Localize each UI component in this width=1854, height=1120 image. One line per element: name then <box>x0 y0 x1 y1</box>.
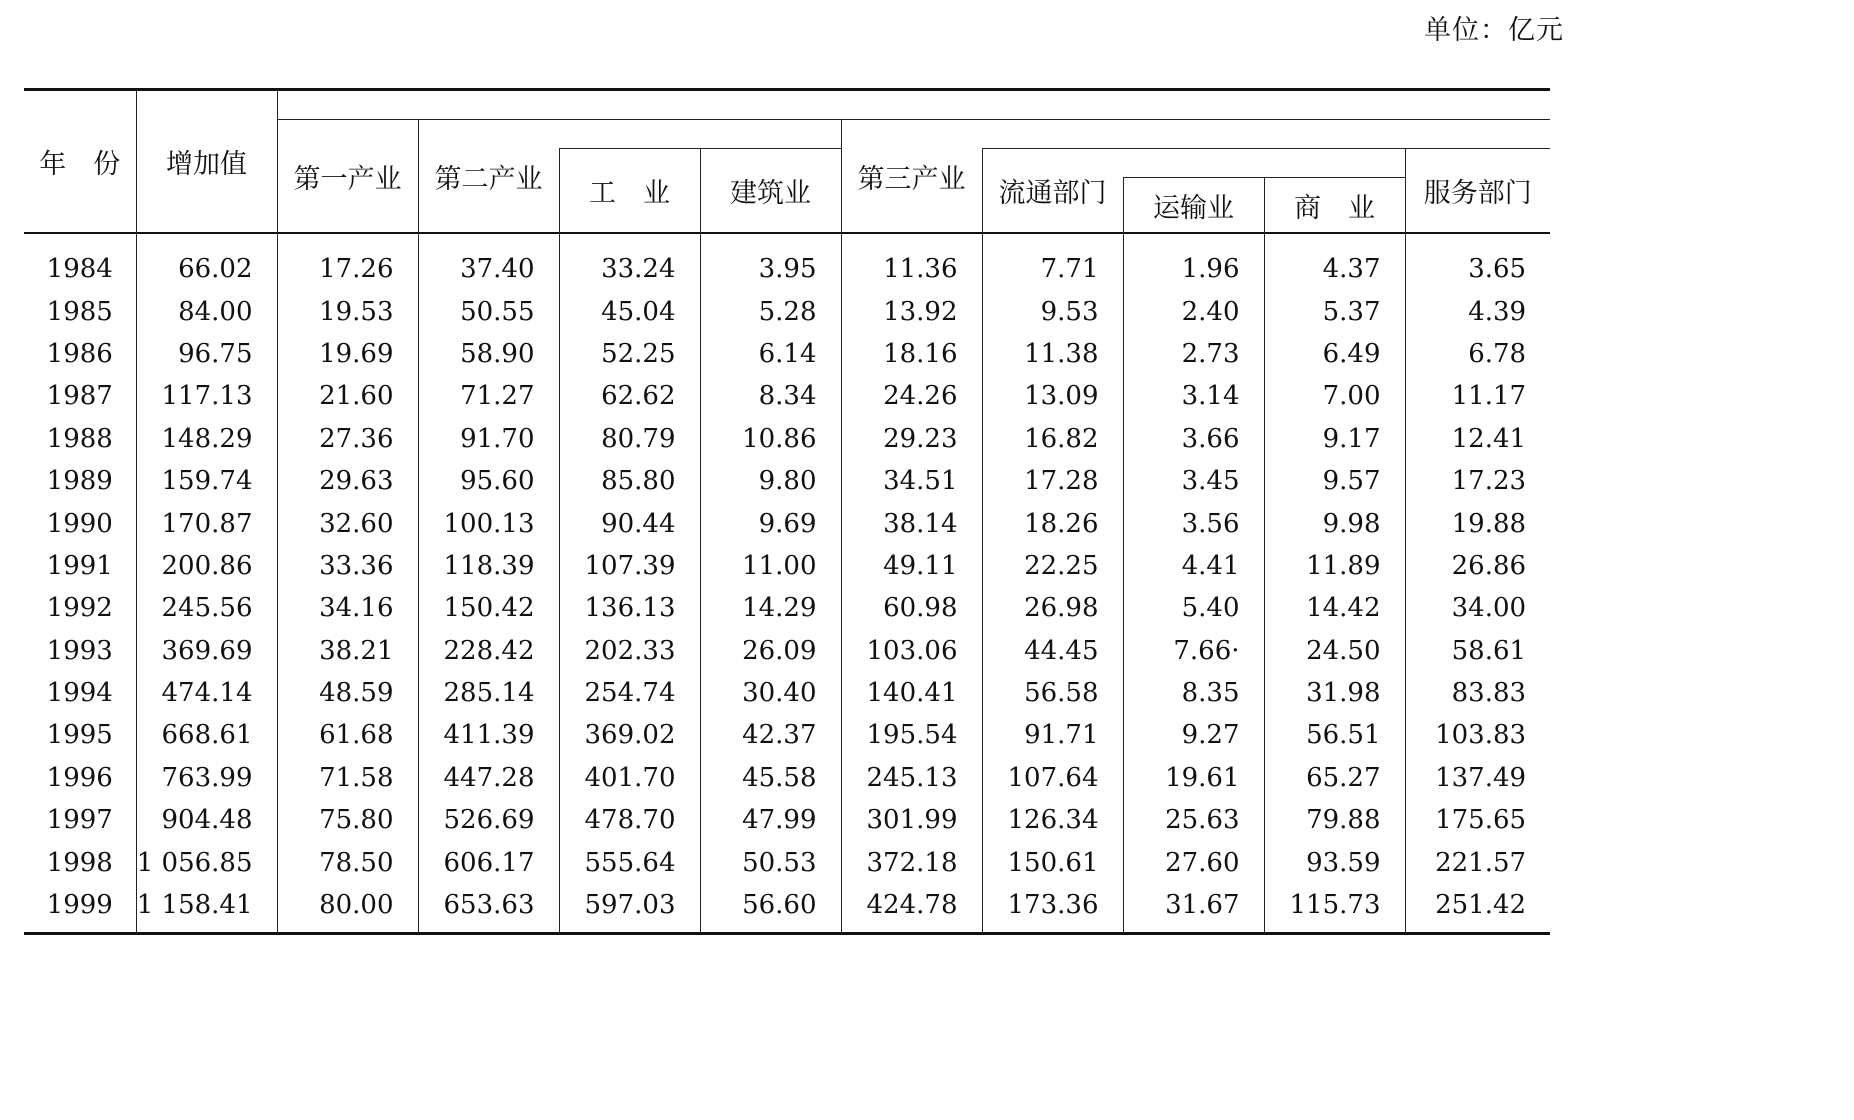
cell-tertiary: 424.78 <box>841 884 982 934</box>
cell-year: 1985 <box>46 296 113 327</box>
cell-industry: 85.80 <box>559 460 700 502</box>
cell-transport: 4.41 <box>1123 545 1264 587</box>
cell-tertiary: 24.26 <box>841 375 982 417</box>
cell-commerce: 14.42 <box>1264 587 1405 629</box>
table-body <box>24 233 1550 934</box>
cell-commerce: 4.37 <box>1264 233 1405 290</box>
cell-value-added: 170.87 <box>136 502 277 544</box>
cell-year: 1992 <box>46 593 113 624</box>
cell-transport: 7.66· <box>1123 630 1264 672</box>
cell-year: 1990 <box>46 508 113 539</box>
cell-primary: 78.50 <box>277 841 418 883</box>
cell-commerce: 93.59 <box>1264 841 1405 883</box>
header-service: 服务部门 <box>1405 149 1550 234</box>
cell-commerce: 115.73 <box>1264 884 1405 934</box>
cell-transport: 31.67 <box>1123 884 1264 934</box>
unit-label: 单位：亿元 <box>1424 15 1564 46</box>
table-row <box>24 375 1550 417</box>
cell-tertiary: 301.99 <box>841 799 982 841</box>
cell-construction: 6.14 <box>700 333 841 375</box>
cell-circulation: 44.45 <box>982 630 1123 672</box>
cell-transport: 2.40 <box>1123 290 1264 332</box>
table-row <box>24 333 1550 375</box>
cell-secondary: 653.63 <box>418 884 559 934</box>
cell-year: 1988 <box>46 423 113 454</box>
table-row <box>24 460 1550 502</box>
cell-primary: 61.68 <box>277 714 418 756</box>
cell-primary: 33.36 <box>277 545 418 587</box>
cell-commerce: 31.98 <box>1264 672 1405 714</box>
cell-value-added: 1 056.85 <box>136 841 277 883</box>
header-secondary: 第二产业 <box>418 120 559 234</box>
header-circulation-group <box>1123 149 1405 178</box>
cell-secondary: 447.28 <box>418 757 559 799</box>
cell-service: 251.42 <box>1405 884 1550 934</box>
cell-value-added: 200.86 <box>136 545 277 587</box>
cell-primary: 80.00 <box>277 884 418 934</box>
cell-tertiary: 372.18 <box>841 841 982 883</box>
cell-service: 137.49 <box>1405 757 1550 799</box>
cell-year: 1993 <box>46 635 113 666</box>
table-row <box>24 545 1550 587</box>
cell-service: 34.00 <box>1405 587 1550 629</box>
cell-tertiary: 38.14 <box>841 502 982 544</box>
cell-construction: 30.40 <box>700 672 841 714</box>
cell-industry: 136.13 <box>559 587 700 629</box>
cell-commerce: 6.49 <box>1264 333 1405 375</box>
cell-year: 1986 <box>46 338 113 369</box>
cell-transport: 27.60 <box>1123 841 1264 883</box>
cell-tertiary: 195.54 <box>841 714 982 756</box>
cell-transport: 1.96 <box>1123 233 1264 290</box>
cell-primary: 17.26 <box>277 233 418 290</box>
cell-circulation: 22.25 <box>982 545 1123 587</box>
cell-industry: 33.24 <box>559 233 700 290</box>
cell-transport: 3.66 <box>1123 418 1264 460</box>
cell-year: 1984 <box>46 254 113 285</box>
cell-primary: 38.21 <box>277 630 418 672</box>
cell-construction: 11.00 <box>700 545 841 587</box>
cell-transport: 8.35 <box>1123 672 1264 714</box>
table-row <box>24 841 1550 883</box>
cell-construction: 5.28 <box>700 290 841 332</box>
cell-tertiary: 103.06 <box>841 630 982 672</box>
cell-circulation: 107.64 <box>982 757 1123 799</box>
cell-construction: 10.86 <box>700 418 841 460</box>
cell-service: 83.83 <box>1405 672 1550 714</box>
cell-industry: 369.02 <box>559 714 700 756</box>
cell-secondary: 606.17 <box>418 841 559 883</box>
header-commerce: 商 业 <box>1264 178 1405 234</box>
cell-year: 1996 <box>46 762 113 793</box>
cell-service: 3.65 <box>1405 233 1550 290</box>
header-tertiary-group <box>982 120 1550 149</box>
table-row <box>24 290 1550 332</box>
cell-commerce: 9.98 <box>1264 502 1405 544</box>
cell-secondary: 91.70 <box>418 418 559 460</box>
cell-circulation: 11.38 <box>982 333 1123 375</box>
cell-construction: 42.37 <box>700 714 841 756</box>
cell-service: 4.39 <box>1405 290 1550 332</box>
cell-value-added: 763.99 <box>136 757 277 799</box>
cell-commerce: 9.17 <box>1264 418 1405 460</box>
table-row <box>24 587 1550 629</box>
statistics-table-container <box>24 88 1550 935</box>
cell-secondary: 37.40 <box>418 233 559 290</box>
cell-primary: 27.36 <box>277 418 418 460</box>
table-row <box>24 757 1550 799</box>
cell-commerce: 24.50 <box>1264 630 1405 672</box>
cell-year: 1991 <box>46 550 113 581</box>
cell-value-added: 1 158.41 <box>136 884 277 934</box>
cell-secondary: 95.60 <box>418 460 559 502</box>
cell-circulation: 13.09 <box>982 375 1123 417</box>
cell-tertiary: 11.36 <box>841 233 982 290</box>
cell-circulation: 16.82 <box>982 418 1123 460</box>
cell-service: 26.86 <box>1405 545 1550 587</box>
cell-commerce: 65.27 <box>1264 757 1405 799</box>
cell-primary: 48.59 <box>277 672 418 714</box>
table-row <box>24 233 1550 290</box>
cell-construction: 3.95 <box>700 233 841 290</box>
cell-industry: 555.64 <box>559 841 700 883</box>
header-circulation: 流通部门 <box>982 149 1123 234</box>
header-value-added: 增加值 <box>136 90 277 234</box>
cell-circulation: 173.36 <box>982 884 1123 934</box>
cell-circulation: 150.61 <box>982 841 1123 883</box>
cell-circulation: 56.58 <box>982 672 1123 714</box>
cell-industry: 80.79 <box>559 418 700 460</box>
cell-commerce: 11.89 <box>1264 545 1405 587</box>
cell-tertiary: 49.11 <box>841 545 982 587</box>
cell-circulation: 18.26 <box>982 502 1123 544</box>
cell-transport: 3.14 <box>1123 375 1264 417</box>
cell-tertiary: 60.98 <box>841 587 982 629</box>
header-transport: 运输业 <box>1123 178 1264 234</box>
cell-year: 1998 <box>46 847 113 878</box>
cell-circulation: 9.53 <box>982 290 1123 332</box>
cell-secondary: 526.69 <box>418 799 559 841</box>
cell-value-added: 96.75 <box>136 333 277 375</box>
cell-industry: 90.44 <box>559 502 700 544</box>
header-secondary-group <box>559 120 841 149</box>
cell-service: 58.61 <box>1405 630 1550 672</box>
table-row <box>24 502 1550 544</box>
cell-secondary: 50.55 <box>418 290 559 332</box>
cell-transport: 5.40 <box>1123 587 1264 629</box>
cell-year: 1999 <box>24 884 136 934</box>
cell-primary: 75.80 <box>277 799 418 841</box>
cell-construction: 50.53 <box>700 841 841 883</box>
cell-transport: 19.61 <box>1123 757 1264 799</box>
cell-circulation: 17.28 <box>982 460 1123 502</box>
table-row <box>24 714 1550 756</box>
cell-value-added: 474.14 <box>136 672 277 714</box>
cell-industry: 62.62 <box>559 375 700 417</box>
value-added-table <box>24 88 1550 935</box>
table-row <box>24 418 1550 460</box>
cell-tertiary: 140.41 <box>841 672 982 714</box>
cell-primary: 29.63 <box>277 460 418 502</box>
cell-service: 17.23 <box>1405 460 1550 502</box>
cell-year: 1994 <box>46 678 113 709</box>
cell-secondary: 100.13 <box>418 502 559 544</box>
cell-transport: 3.56 <box>1123 502 1264 544</box>
cell-construction: 56.60 <box>700 884 841 934</box>
cell-primary: 21.60 <box>277 375 418 417</box>
header-primary: 第一产业 <box>277 120 418 234</box>
cell-construction: 14.29 <box>700 587 841 629</box>
cell-industry: 401.70 <box>559 757 700 799</box>
table-header <box>24 90 1550 234</box>
header-tertiary: 第三产业 <box>841 120 982 234</box>
cell-industry: 45.04 <box>559 290 700 332</box>
header-spacer <box>277 90 1550 120</box>
cell-transport: 9.27 <box>1123 714 1264 756</box>
cell-transport: 25.63 <box>1123 799 1264 841</box>
cell-industry: 107.39 <box>559 545 700 587</box>
cell-service: 175.65 <box>1405 799 1550 841</box>
cell-service: 6.78 <box>1405 333 1550 375</box>
cell-secondary: 285.14 <box>418 672 559 714</box>
cell-secondary: 58.90 <box>418 333 559 375</box>
cell-primary: 71.58 <box>277 757 418 799</box>
cell-value-added: 66.02 <box>136 233 277 290</box>
table-row <box>24 884 1550 934</box>
cell-commerce: 7.00 <box>1264 375 1405 417</box>
cell-service: 12.41 <box>1405 418 1550 460</box>
cell-construction: 9.69 <box>700 502 841 544</box>
cell-secondary: 150.42 <box>418 587 559 629</box>
cell-construction: 45.58 <box>700 757 841 799</box>
cell-industry: 202.33 <box>559 630 700 672</box>
cell-secondary: 71.27 <box>418 375 559 417</box>
table-row <box>24 672 1550 714</box>
cell-commerce: 79.88 <box>1264 799 1405 841</box>
cell-transport: 3.45 <box>1123 460 1264 502</box>
cell-industry: 478.70 <box>559 799 700 841</box>
header-year: 年 份 <box>24 90 136 234</box>
cell-industry: 254.74 <box>559 672 700 714</box>
cell-service: 19.88 <box>1405 502 1550 544</box>
cell-circulation: 91.71 <box>982 714 1123 756</box>
cell-year: 1995 <box>46 720 113 751</box>
cell-year: 1989 <box>46 466 113 497</box>
cell-service: 103.83 <box>1405 714 1550 756</box>
cell-tertiary: 245.13 <box>841 757 982 799</box>
cell-construction: 9.80 <box>700 460 841 502</box>
cell-secondary: 118.39 <box>418 545 559 587</box>
cell-primary: 19.53 <box>277 290 418 332</box>
header-industry: 工 业 <box>559 149 700 234</box>
cell-primary: 32.60 <box>277 502 418 544</box>
cell-tertiary: 29.23 <box>841 418 982 460</box>
table-row <box>24 630 1550 672</box>
cell-primary: 19.69 <box>277 333 418 375</box>
cell-industry: 52.25 <box>559 333 700 375</box>
cell-value-added: 245.56 <box>136 587 277 629</box>
cell-construction: 47.99 <box>700 799 841 841</box>
cell-value-added: 904.48 <box>136 799 277 841</box>
cell-secondary: 228.42 <box>418 630 559 672</box>
cell-value-added: 369.69 <box>136 630 277 672</box>
cell-primary: 34.16 <box>277 587 418 629</box>
cell-year: 1987 <box>46 381 113 412</box>
cell-commerce: 56.51 <box>1264 714 1405 756</box>
cell-circulation: 126.34 <box>982 799 1123 841</box>
cell-value-added: 668.61 <box>136 714 277 756</box>
table-row <box>24 799 1550 841</box>
cell-industry: 597.03 <box>559 884 700 934</box>
cell-commerce: 5.37 <box>1264 290 1405 332</box>
cell-value-added: 148.29 <box>136 418 277 460</box>
cell-circulation: 7.71 <box>982 233 1123 290</box>
cell-secondary: 411.39 <box>418 714 559 756</box>
cell-circulation: 26.98 <box>982 587 1123 629</box>
cell-value-added: 159.74 <box>136 460 277 502</box>
cell-commerce: 9.57 <box>1264 460 1405 502</box>
cell-value-added: 84.00 <box>136 290 277 332</box>
cell-value-added: 117.13 <box>136 375 277 417</box>
cell-year: 1997 <box>46 805 113 836</box>
cell-construction: 8.34 <box>700 375 841 417</box>
cell-construction: 26.09 <box>700 630 841 672</box>
cell-service: 221.57 <box>1405 841 1550 883</box>
cell-tertiary: 13.92 <box>841 290 982 332</box>
header-construction: 建筑业 <box>700 149 841 234</box>
cell-tertiary: 34.51 <box>841 460 982 502</box>
cell-tertiary: 18.16 <box>841 333 982 375</box>
cell-service: 11.17 <box>1405 375 1550 417</box>
cell-transport: 2.73 <box>1123 333 1264 375</box>
